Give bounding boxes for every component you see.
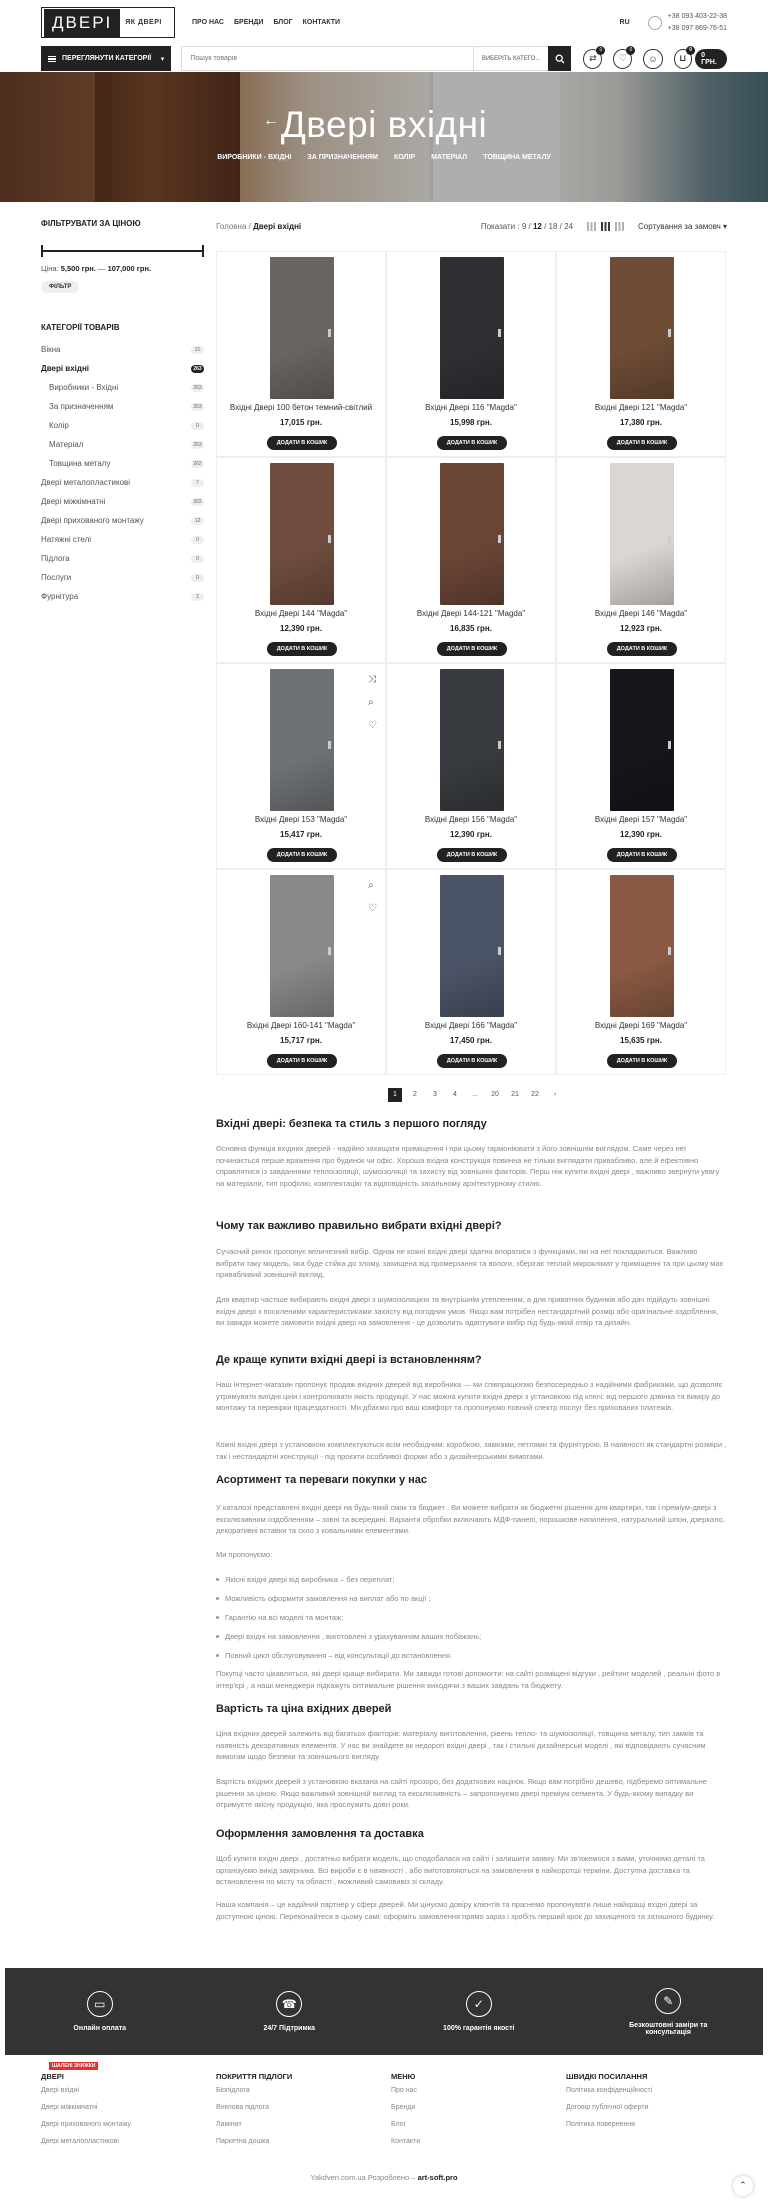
list-item: Двері вхідні на замовлення , виготовлені з урахуванням ваших побажань;	[216, 1631, 727, 1650]
footer-col-menu	[391, 2072, 561, 2155]
price-slider-min-handle[interactable]	[41, 245, 43, 257]
category-label: Послуги	[41, 573, 72, 582]
product-price: 15,717 грн.	[280, 1036, 322, 1045]
per-page-12[interactable]: 12	[532, 221, 542, 231]
footer-link[interactable]: Політика повернення	[566, 2121, 635, 2128]
category-item[interactable]	[41, 587, 204, 606]
footer-col-quick-links	[566, 2072, 736, 2138]
door-handle	[668, 947, 671, 955]
footer-col-title: ДВЕРІ	[41, 2072, 64, 2081]
article-heading: Асортимент та переваги покупки у нас	[216, 1474, 428, 1486]
page-20[interactable]: 20	[491, 1091, 499, 1098]
door-handle	[328, 329, 331, 337]
category-label: Товщина металу	[49, 459, 111, 468]
add-to-cart-button[interactable]: ДОДАТИ В КОШИК	[607, 1054, 677, 1068]
nav-brands[interactable]: БРЕНДИ	[234, 19, 264, 26]
hero-subcategories	[0, 154, 768, 161]
door-handle	[668, 535, 671, 543]
subcat-metal-thickness[interactable]: ТОВЩИНА МЕТАЛУ	[483, 154, 551, 161]
footer-link[interactable]: Двері прихованого монтажу	[41, 2121, 131, 2128]
product-price: 12,390 грн.	[280, 624, 322, 633]
pagination	[388, 1088, 562, 1102]
category-count: 263	[191, 403, 204, 411]
door-handle	[498, 535, 501, 543]
price-separator: —	[97, 264, 106, 273]
category-count: 0	[191, 574, 204, 582]
footer-link[interactable]: Бренди	[391, 2104, 416, 2111]
per-page-selector: Показати : 9 / 12 / 18 / 24	[480, 221, 574, 231]
logo-sub-text: ЯК ДВЕРІ	[125, 19, 162, 26]
cart-count: 0	[686, 46, 695, 55]
category-count: 12	[191, 517, 204, 525]
product-card[interactable]	[556, 663, 726, 869]
article-paragraph: Наша компанія – це надійний партнер у сфері дверей. Ми цінуємо довіру клієнтів та прагнемо пропонувати лише найкращі вхідні двері за доступною ціною. Переконайтеся в цьому самі: оформіть замовлення прямо зараз і зробіть перший крок до захищеного та затишного будинку.	[216, 1900, 715, 1921]
page-21[interactable]: 21	[511, 1091, 519, 1098]
product-card[interactable]	[386, 251, 556, 457]
feature-label: Онлайн оплата	[73, 2025, 127, 2032]
article-list	[216, 1574, 727, 1669]
header-icons	[583, 49, 727, 69]
door-handle	[328, 947, 331, 955]
article-paragraph: Кожні вхідні двері з установкою комплектуються всім необхідним: коробкою, замками, петлями та фурнітурою. В наявності як стандартні розміри , так і нестандартні конструкції - під проєкти особливої форми або з дизайнерськими вимогами.	[216, 1440, 727, 1461]
price-range-text	[41, 264, 204, 273]
article-heading: Оформлення замовлення та доставка	[216, 1828, 424, 1840]
product-price: 15,417 грн.	[280, 830, 322, 839]
door-handle	[328, 741, 331, 749]
feature-label: 100% гарантія якості	[443, 2025, 515, 2032]
add-to-cart-button[interactable]: ДОДАТИ В КОШИК	[437, 1054, 507, 1068]
page-22[interactable]: 22	[531, 1091, 539, 1098]
cart-button[interactable]	[674, 49, 728, 69]
category-label: Підлога	[41, 554, 70, 563]
category-count: 21	[191, 346, 204, 354]
product-name[interactable]: Вхідні Двері 169 "Magda"	[594, 1021, 688, 1030]
article-paragraph: Наш інтернет-магазин пропонує продаж вхідних дверей від виробника — ми співпрацюємо безпосередньо з надійними фабриками, що дозволяє утримувати вигідні ціни і контролювати якість продукції. У нас можна купити вхідні двері з установкою під ключ: від першого дзвінка та виміру до монтажу та перевірки працездатності. Ми дбаємо про ваш комфорт та пропонуємо повний спектр послуг без прихованих платежів.	[216, 1380, 723, 1412]
category-count: 262	[191, 460, 204, 468]
category-count: 263	[191, 384, 204, 392]
door-handle	[498, 741, 501, 749]
product-name[interactable]: Вхідні Двері 100 бетон темний-світлий	[229, 403, 373, 412]
category-item[interactable]	[41, 492, 204, 511]
product-quick-actions	[368, 674, 377, 731]
nav-contacts[interactable]: КОНТАКТИ	[302, 19, 341, 26]
site-logo[interactable]	[41, 7, 175, 38]
copyright-site[interactable]: Yakdveri.com.ua	[310, 2173, 366, 2182]
product-image[interactable]	[270, 669, 334, 811]
footer-link[interactable]: Двері міжкімнатні	[41, 2104, 98, 2111]
feature-guarantee	[419, 1991, 539, 2032]
product-image[interactable]	[440, 257, 504, 399]
support-agent-icon: ☎	[276, 1991, 302, 2017]
category-label: Вікна	[41, 345, 61, 354]
phones-block	[648, 11, 727, 35]
add-to-cart-button[interactable]: ДОДАТИ В КОШИК	[607, 642, 677, 656]
product-image[interactable]	[270, 463, 334, 605]
subcategory-item[interactable]	[41, 416, 204, 435]
shop-toolbar	[216, 219, 727, 233]
footer-col-doors	[41, 2072, 211, 2155]
product-price: 17,380 грн.	[620, 418, 662, 427]
product-image[interactable]	[610, 463, 674, 605]
add-to-cart-button[interactable]: ДОДАТИ В КОШИК	[267, 436, 337, 450]
grid-2-icon[interactable]	[587, 222, 596, 231]
list-item: Гарантію на всі моделі та монтаж;	[216, 1612, 727, 1631]
category-count: 263	[191, 365, 204, 373]
article-heading: Де краще купити вхідні двері із встановленням?	[216, 1354, 482, 1366]
grid-4-icon[interactable]	[615, 222, 624, 231]
price-slider-max-handle[interactable]	[202, 245, 204, 257]
page-title: Двері вхідні	[280, 104, 488, 145]
feature-online-payment	[40, 1991, 160, 2032]
product-quick-actions	[368, 880, 377, 914]
page-4[interactable]: 4	[453, 1091, 457, 1098]
cart-icon: ⊔ 0	[674, 49, 693, 69]
product-image[interactable]	[440, 463, 504, 605]
top-header	[0, 0, 768, 45]
article-heading: Вартість та ціна вхідних дверей	[216, 1703, 392, 1715]
list-item: Повний цикл обслуговування – від консультації до встановлення.	[216, 1650, 727, 1669]
add-to-cart-button[interactable]: ДОДАТИ В КОШИК	[437, 436, 507, 450]
wishlist-button[interactable]	[613, 49, 632, 69]
sidebar	[41, 219, 204, 606]
add-to-cart-button[interactable]: ДОДАТИ В КОШИК	[437, 642, 507, 656]
grid-view-switch	[587, 222, 624, 231]
sort-label: Сортування за замовч	[638, 221, 721, 231]
category-label: Фурнітура	[41, 592, 79, 601]
article-paragraph: Щоб купити вхідні двері , достатньо вибрати модель, що сподобалася на сайті і залишити заявку. Ми зв'яжемося з вами, уточнимо деталі та організуємо вихід замірника. Всі вироби є в наявності , або виготовляються на замовлення в найкоротші терміни. Доступна доставка та встановлення по місту та області , можливий самовивіз зі складу.	[216, 1854, 705, 1886]
product-name[interactable]: Вхідні Двері 146 "Magda"	[594, 609, 688, 618]
product-card[interactable]	[386, 869, 556, 1075]
door-handle	[498, 329, 501, 337]
product-card[interactable]	[386, 663, 556, 869]
compare-icon[interactable]: ⤨	[368, 674, 377, 685]
logo-main-text: ДВЕРІ	[44, 9, 120, 37]
product-price: 17,015 грн.	[280, 418, 322, 427]
price-slider-track	[42, 250, 203, 252]
product-price: 16,835 грн.	[450, 624, 492, 633]
price-label: Ціна:	[41, 264, 59, 273]
cart-total: 0 ГРН.	[695, 49, 727, 69]
product-grid	[216, 251, 727, 1075]
search-bar	[0, 45, 768, 72]
next-page-button[interactable]: ›	[553, 1091, 557, 1098]
product-price: 12,390 грн.	[450, 830, 492, 839]
list-item: Можливість оформити замовлення на виплат або по акції ;	[216, 1593, 727, 1612]
category-count: 2	[191, 593, 204, 601]
product-price: 15,998 грн.	[450, 418, 492, 427]
product-image[interactable]	[440, 669, 504, 811]
feature-free-measurement	[608, 1988, 728, 2036]
category-item[interactable]	[41, 568, 204, 587]
article-heading: Вхідні двері: безпека та стиль з першого погляду	[216, 1118, 487, 1130]
per-page-label: Показати :	[480, 221, 520, 231]
article-paragraph: Вартість вхідних дверей з установкою вказана на сайті прозоро, без додаткових націнок. Якщо вам потрібно дешево, підберемо оптимальне рішення за ціною. Якщо важливий зовнішній вигляд та ексклюзивність – запропонуємо двері преміум сегмента. У будь-якому випадку ви отримуєте якісну продукцію, яка прослужить довгі роки.	[216, 1777, 707, 1809]
article-paragraph: Ми пропонуємо:	[216, 1550, 273, 1559]
category-item[interactable]	[41, 511, 204, 530]
product-card[interactable]	[216, 251, 386, 457]
product-name[interactable]: Вхідні Двері 157 "Magda"	[594, 815, 688, 824]
breadcrumb-separator: /	[248, 221, 251, 231]
page-ellipsis: ...	[472, 1091, 478, 1098]
category-count: 0	[191, 555, 204, 563]
price-slider[interactable]	[41, 244, 204, 258]
product-price: 12,390 грн.	[620, 830, 662, 839]
page-1[interactable]: 1	[388, 1088, 402, 1102]
heart-icon[interactable]: ♡	[368, 720, 377, 731]
per-page-9[interactable]: 9	[521, 221, 527, 231]
category-label: Двері прихованого монтажу	[41, 516, 144, 525]
product-name[interactable]: Вхідні Двері 144-121 "Magda"	[416, 609, 526, 618]
nav-about[interactable]: ПРО НАС	[192, 19, 224, 26]
compare-icon: ⇄	[589, 53, 597, 63]
search-form	[181, 46, 571, 71]
footer-link[interactable]: Вінілова підлога	[216, 2104, 269, 2111]
breadcrumb-home[interactable]: Головна	[216, 221, 247, 231]
door-handle	[668, 329, 671, 337]
footer-link[interactable]: Двері вхідні	[41, 2087, 79, 2094]
subcategory-item[interactable]	[41, 435, 204, 454]
chevron-down-icon: ▾	[722, 221, 727, 231]
compare-count: 0	[596, 46, 605, 55]
article-paragraph: Покупці часто цікавляться, які двері краще вибирати. Ми завжди готові допомогти: на сайті розміщені відгуки , рейтинг моделей , реальні фото в інтер'єрі , а наші менеджери підкажуть оптимальне рішення виходячи з ваших завдань та бюджету.	[216, 1669, 721, 1690]
subcat-material[interactable]: МАТЕРІАЛ	[431, 154, 468, 161]
product-name[interactable]: Вхідні Двері 156 "Magda"	[424, 815, 518, 824]
sort-select[interactable]	[638, 222, 727, 231]
search-category-select[interactable]: ВИБЕРІТЬ КАТЕГО...	[473, 47, 548, 70]
category-label: Колір	[49, 421, 69, 430]
add-to-cart-button[interactable]: ДОДАТИ В КОШИК	[267, 642, 337, 656]
category-label: Двері металопластикові	[41, 478, 131, 487]
browse-categories-label: ПЕРЕГЛЯНУТИ КАТЕГОРІЇ	[62, 55, 152, 62]
category-list	[41, 340, 204, 606]
footer-col-flooring	[216, 2072, 386, 2155]
copyright	[0, 2173, 768, 2182]
add-to-cart-button[interactable]: ДОДАТИ В КОШИК	[267, 848, 337, 862]
quick-view-icon[interactable]: ⌕	[368, 697, 374, 708]
copyright-text: Розроблено –	[367, 2173, 416, 2182]
features-bar	[5, 1968, 763, 2055]
category-label: Натяжні стелі	[41, 535, 92, 544]
subcat-color[interactable]: КОЛІР	[393, 154, 416, 161]
footer-col-title: МЕНЮ	[391, 2072, 416, 2081]
nav-blog[interactable]: БЛОГ	[273, 19, 293, 26]
product-card[interactable]	[556, 251, 726, 457]
category-label: Матеріал	[49, 440, 84, 449]
copyright-developer[interactable]: art-soft.pro	[417, 2173, 458, 2182]
product-card[interactable]	[556, 457, 726, 663]
product-price: 17,450 грн.	[450, 1036, 492, 1045]
chevron-down-icon: ▾	[160, 55, 165, 63]
phone-2[interactable]: +38 097 869-76-51	[667, 24, 727, 32]
page-2[interactable]: 2	[413, 1091, 417, 1098]
category-count: 0	[191, 422, 204, 430]
heart-icon[interactable]: ♡	[368, 903, 377, 914]
product-area	[216, 219, 727, 1098]
category-item[interactable]	[41, 340, 204, 359]
back-arrow-icon[interactable]: ←	[263, 112, 279, 129]
article-paragraph: Ціна вхідних дверей залежить від багатьох факторів: матеріалу виготовлення, рівень тепло- та шумоізоляції, товщина металу, тип замків та наявність декоративних елементів. У нас ви знайдете як недорогі вхідні двері , так і стильні дизайнерські моделі , які відповідають сучасним вимогам щодо безпеки та зовнішнього вигляду.	[216, 1729, 706, 1761]
product-card[interactable]	[216, 663, 386, 869]
page-3[interactable]: 3	[433, 1091, 437, 1098]
door-handle	[328, 535, 331, 543]
product-name[interactable]: Вхідні Двері 144 "Magda"	[254, 609, 348, 618]
footer-link[interactable]: Біопідлога	[216, 2087, 250, 2094]
footer-col-title: ПОКРИТТЯ ПІДЛОГИ	[216, 2072, 293, 2081]
footer-link[interactable]: Політика конфіденційності	[566, 2087, 653, 2094]
footer	[41, 2062, 741, 2152]
per-page-18[interactable]: 18	[548, 221, 558, 231]
category-item-active[interactable]	[41, 359, 204, 378]
article-paragraph: Основна функція вхідних дверей - надійно захищати приміщення і при цьому гармоніювати з його зовнішнім виглядом. Саме через неї починається перше враження про будинок чи офіс. Хороша вхідна конструкція повинна не тільки виглядати привабливо, але й ефективно справлятися із завданнями теплоізоляції, шумоізоляції та захисту від зовнішніх факторів. Перш ніж купити вхідні двері , важливо звернути увагу на матеріали, тип профілю, комплектацію та відповідність загальному архітектурному стилю.	[216, 1144, 720, 1188]
article-paragraph: Сучасний ринок пропонує величезний вибір. Однак не кожні вхідні двері здатна впоратися з функціями, які на неї покладаються. Важливо вибрати таку модель, яка буде стійка до злому, захищена від промерзання та вологи, зберігає теплий мікроклімат у приміщенні та при цьому має привабливий зовнішній вигляд.	[216, 1247, 724, 1279]
breadcrumb	[216, 222, 301, 231]
add-to-cart-button[interactable]: ДОДАТИ В КОШИК	[607, 436, 677, 450]
product-card[interactable]	[216, 457, 386, 663]
add-to-cart-button[interactable]: ДОДАТИ В КОШИК	[437, 848, 507, 862]
menu-icon	[48, 56, 56, 62]
subcategory-item[interactable]	[41, 397, 204, 416]
payment-card-icon: ▭	[87, 1991, 113, 2017]
feature-label: Безкоштовні заміри та консультація	[629, 2021, 708, 2036]
footer-link[interactable]: Блог	[391, 2121, 407, 2128]
price-max: 107,000 грн.	[107, 264, 152, 273]
category-hero	[0, 72, 768, 202]
product-price: 12,923 грн.	[620, 624, 662, 633]
categories-title: КАТЕГОРІЇ ТОВАРІВ	[41, 323, 120, 332]
subcategory-item[interactable]	[41, 378, 204, 397]
article-heading: Чому так важливо правильно вибрати вхідні двері?	[216, 1220, 502, 1232]
subcat-purpose[interactable]: ЗА ПРИЗНАЧЕННЯМ	[307, 154, 378, 161]
top-nav	[192, 19, 340, 26]
feature-support	[229, 1991, 349, 2032]
product-name[interactable]: Вхідні Двері 116 "Magda"	[425, 403, 517, 412]
article-paragraph: Для квартир частіше вибирають вхідні двері з шумоізоляцією та внутрішнім утепленням, а для приватних будинків або дач підійдуть зовнішні вхідні двері з посиленими характеристиками захисту від погодних умов. Якщо вам потрібен нестандартний розмір або оригінальне оздоблення, ви завжди можете замовити вхідні двері на замовлення - це дозволить адаптувати вибір під будь-який отвір та дизайн.	[216, 1295, 719, 1327]
footer-link[interactable]: Ламінат	[216, 2121, 242, 2128]
category-label: Двері вхідні	[41, 364, 90, 373]
per-page-24[interactable]: 24	[564, 221, 574, 231]
category-count: 302	[191, 498, 204, 506]
add-to-cart-button[interactable]: ДОДАТИ В КОШИК	[267, 1054, 337, 1068]
category-count: 263	[191, 441, 204, 449]
user-icon: ☺	[648, 53, 658, 64]
subcategory-item[interactable]	[41, 454, 204, 473]
footer-link[interactable]: Договір публічної оферти	[566, 2104, 649, 2111]
category-count: 0	[191, 536, 204, 544]
category-label: Двері міжкімнатні	[41, 497, 106, 506]
category-item[interactable]	[41, 549, 204, 568]
phone-icon	[648, 16, 662, 30]
feature-label: 24/7 Підтримка	[263, 2025, 316, 2032]
grid-3-icon[interactable]	[601, 222, 610, 231]
breadcrumb-current: Двері вхідні	[253, 221, 302, 231]
product-image[interactable]	[270, 875, 334, 1017]
subcat-manufacturers[interactable]: ВИРОБНИКИ - ВХІДНІ	[217, 154, 292, 161]
list-item: Якісні вхідні двері від виробника – без переплат;	[216, 1574, 727, 1593]
language-switch[interactable]: RU	[619, 19, 630, 26]
product-name[interactable]: Вхідні Двері 160-141 "Magda"	[246, 1021, 356, 1030]
chevron-up-icon: ⌃	[739, 2180, 747, 2190]
compare-button[interactable]	[583, 49, 602, 69]
article-paragraph: У каталозі представлені вхідні двері на будь-який смак та бюджет . Ви можете вибрати як бюджетні рішення для квартири, так і преміум-двері з ексклюзивним оздобленням – зовні та всередині. Варіанти обробки включають МДФ-панелі, порошкове напилення, натуральний шпон, дзеркало, декоративні вставки та скло з ковальними елементами.	[216, 1503, 725, 1535]
category-item[interactable]	[41, 530, 204, 549]
footer-link[interactable]: Про нас	[391, 2087, 418, 2094]
category-item[interactable]	[41, 473, 204, 492]
search-input[interactable]	[182, 55, 473, 62]
scroll-to-top-button[interactable]	[733, 2176, 753, 2196]
footer-link[interactable]: Двері металопластикові	[41, 2138, 119, 2145]
product-card[interactable]	[216, 869, 386, 1075]
door-handle	[668, 741, 671, 749]
category-count: 7	[191, 479, 204, 487]
product-name[interactable]: Вхідні Двері 121 "Magda"	[594, 403, 688, 412]
sale-badge: ШАЛЕНІ ЗНИЖКИ	[49, 2062, 98, 2070]
browse-categories-button[interactable]	[41, 46, 171, 71]
category-label: Виробники - Вхідні	[49, 383, 119, 392]
add-to-cart-button[interactable]: ДОДАТИ В КОШИК	[607, 848, 677, 862]
ruler-icon: ✎	[655, 1988, 681, 2014]
search-button[interactable]	[548, 46, 571, 71]
price-filter-title: ФІЛЬТРУВАТИ ЗА ЦІНОЮ	[41, 219, 141, 228]
filter-button[interactable]: ФІЛЬТР	[41, 281, 79, 293]
account-button[interactable]	[643, 49, 662, 69]
quick-view-icon[interactable]: ⌕	[368, 880, 374, 891]
heart-icon: ♡	[618, 53, 627, 63]
product-name[interactable]: Вхідні Двері 166 "Magda"	[424, 1021, 518, 1030]
product-card[interactable]	[386, 457, 556, 663]
product-name[interactable]: Вхідні Двері 153 "Magda"	[254, 815, 348, 824]
product-image[interactable]	[270, 257, 334, 399]
price-min: 5,500 грн.	[60, 264, 96, 273]
product-price: 15,635 грн.	[620, 1036, 662, 1045]
product-image[interactable]	[610, 257, 674, 399]
product-image[interactable]	[440, 875, 504, 1017]
footer-link[interactable]: Паркетна дошка	[216, 2138, 270, 2145]
footer-link[interactable]: Контакти	[391, 2138, 421, 2145]
shield-check-icon: ✓	[466, 1991, 492, 2017]
category-label: За призначенням	[49, 402, 114, 411]
footer-col-title: ШВИДКІ ПОСИЛАННЯ	[566, 2072, 648, 2081]
wishlist-count: 0	[626, 46, 635, 55]
search-icon	[555, 54, 565, 64]
door-handle	[498, 947, 501, 955]
phone-1[interactable]: +38 093 403-22-38	[667, 12, 727, 20]
product-image[interactable]	[610, 669, 674, 811]
product-card[interactable]	[556, 869, 726, 1075]
product-image[interactable]	[610, 875, 674, 1017]
